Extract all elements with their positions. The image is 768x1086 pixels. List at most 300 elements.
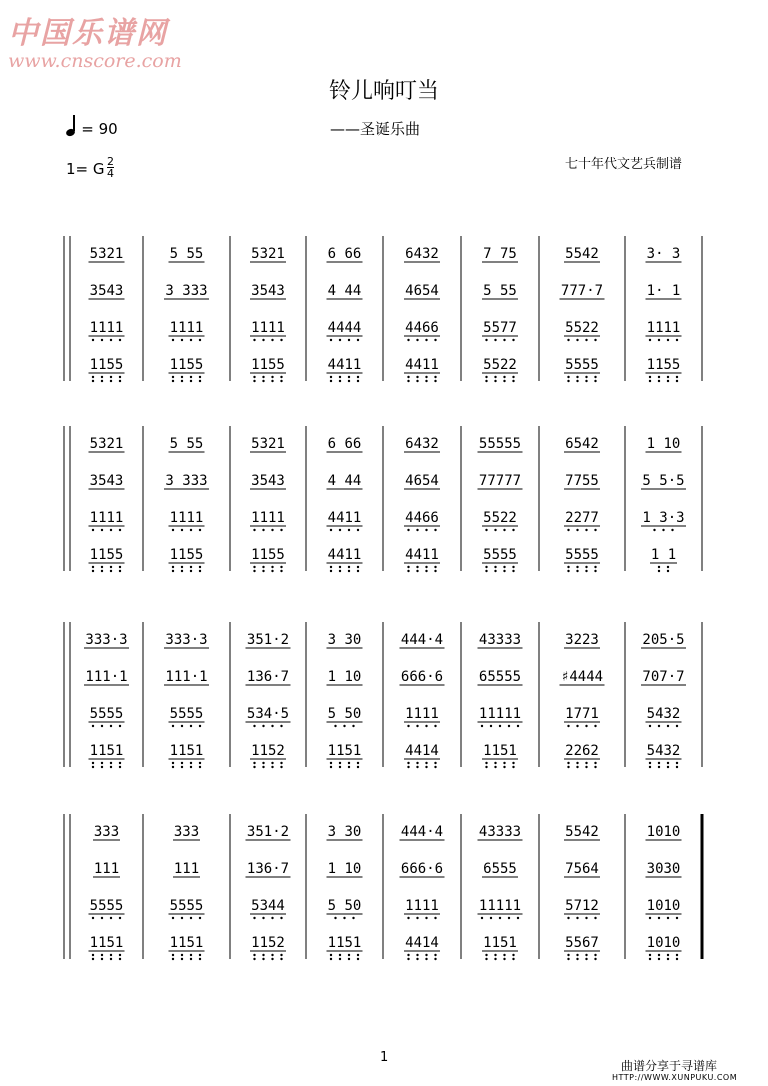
measure-notes: 3543 <box>251 473 285 489</box>
octave-dot <box>517 725 519 727</box>
octave-dot <box>594 376 596 378</box>
octave-dot <box>280 380 282 382</box>
measure-notes: 1 10 <box>327 861 362 877</box>
octave-dot <box>485 339 487 341</box>
measure-notes: 77777 <box>478 473 522 489</box>
octave-dot <box>416 529 418 531</box>
measure-notes: 1151 <box>89 935 124 951</box>
octave-dot <box>649 380 651 382</box>
octave-dot <box>181 958 183 960</box>
measure-notes: 5522 <box>483 510 517 526</box>
octave-dot <box>119 954 121 956</box>
octave-dot <box>434 529 436 531</box>
measure-notes: 3030 <box>646 861 681 877</box>
octave-dot <box>357 376 359 378</box>
octave-dot <box>503 339 505 341</box>
octave-dot <box>667 958 669 960</box>
octave-dot <box>434 725 436 727</box>
octave-dot <box>330 570 332 572</box>
octave-dot <box>348 766 350 768</box>
octave-dot <box>567 339 569 341</box>
octave-dot <box>671 529 673 531</box>
octave-dot <box>110 376 112 378</box>
octave-dot <box>253 725 255 727</box>
octave-dot <box>92 380 94 382</box>
octave-dot <box>343 917 345 919</box>
octave-dot <box>190 529 192 531</box>
octave-dot <box>92 766 94 768</box>
octave-dot <box>262 958 264 960</box>
octave-dot <box>585 570 587 572</box>
octave-dot <box>425 917 427 919</box>
octave-dot <box>334 725 336 727</box>
octave-dot <box>280 762 282 764</box>
octave-dot <box>494 766 496 768</box>
octave-dot <box>334 917 336 919</box>
footer-url: HTTP://WWW.XUNPUKU.COM <box>612 1073 738 1082</box>
octave-dot <box>425 766 427 768</box>
octave-dot <box>339 376 341 378</box>
octave-dot <box>407 339 409 341</box>
octave-dot <box>425 954 427 956</box>
octave-dot <box>348 339 350 341</box>
octave-dot <box>485 570 487 572</box>
octave-dot <box>416 954 418 956</box>
octave-dot <box>110 917 112 919</box>
octave-dot <box>425 762 427 764</box>
measure-notes: 333·3 <box>165 632 208 648</box>
octave-dot <box>576 766 578 768</box>
measure-notes: 1111 <box>169 320 204 336</box>
octave-dot <box>172 958 174 960</box>
octave-dot <box>425 566 427 568</box>
measure-notes: 4 44 <box>327 283 362 299</box>
octave-dot <box>190 725 192 727</box>
octave-dot <box>667 762 669 764</box>
octave-dot <box>481 917 483 919</box>
octave-dot <box>416 762 418 764</box>
measure-notes: 5432 <box>646 706 681 722</box>
octave-dot <box>667 954 669 956</box>
page-number: 1 <box>380 1050 389 1065</box>
octave-dot <box>172 917 174 919</box>
octave-dot <box>594 380 596 382</box>
measure-notes: 1 10 <box>646 436 681 452</box>
score-title: 铃儿响叮当 <box>328 79 439 104</box>
measure-notes: 1111 <box>89 320 124 336</box>
measure-notes: 43333 <box>478 632 522 648</box>
octave-dot <box>190 954 192 956</box>
octave-dot <box>190 917 192 919</box>
octave-dot <box>339 954 341 956</box>
octave-dot <box>407 529 409 531</box>
octave-dot <box>357 339 359 341</box>
octave-dot <box>181 566 183 568</box>
octave-dot <box>357 766 359 768</box>
octave-dot <box>181 725 183 727</box>
measure-notes: 5321 <box>89 246 124 262</box>
octave-dot <box>594 529 596 531</box>
octave-dot <box>101 566 103 568</box>
measure-notes: 1 10 <box>327 669 362 685</box>
octave-dot <box>181 917 183 919</box>
octave-dot <box>676 725 678 727</box>
measure-notes: 6542 <box>565 436 599 452</box>
octave-dot <box>253 380 255 382</box>
octave-dot <box>653 529 655 531</box>
octave-dot <box>101 339 103 341</box>
octave-dot <box>434 766 436 768</box>
octave-dot <box>434 762 436 764</box>
measure-notes: 55555 <box>478 436 522 452</box>
measure-notes: 5 5·5 <box>642 473 685 489</box>
measure-notes: 111 <box>93 861 120 877</box>
measure-notes: 4 44 <box>327 473 362 489</box>
octave-dot <box>172 954 174 956</box>
octave-dot <box>253 954 255 956</box>
octave-dot <box>490 917 492 919</box>
measure-notes: 3 30 <box>327 824 362 840</box>
octave-dot <box>649 766 651 768</box>
octave-dot <box>658 725 660 727</box>
octave-dot <box>512 380 514 382</box>
octave-dot <box>676 376 678 378</box>
octave-dot <box>101 380 103 382</box>
measure-notes: 3 30 <box>327 632 362 648</box>
octave-dot <box>658 762 660 764</box>
octave-dot <box>357 570 359 572</box>
octave-dot <box>92 958 94 960</box>
key-signature: 1= G <box>66 160 105 178</box>
measure-notes: 3543 <box>89 283 124 299</box>
measure-notes: 534·5 <box>246 706 290 722</box>
octave-dot <box>494 339 496 341</box>
score-system <box>64 236 702 382</box>
octave-dot <box>499 917 501 919</box>
octave-dot <box>352 917 354 919</box>
measure-notes: 5344 <box>251 898 285 914</box>
octave-dot <box>658 917 660 919</box>
octave-dot <box>585 954 587 956</box>
octave-dot <box>567 917 569 919</box>
measure-notes: 5321 <box>251 246 285 262</box>
measure-notes: 2262 <box>565 743 599 759</box>
measure-notes: 1111 <box>169 510 204 526</box>
octave-dot <box>494 566 496 568</box>
octave-dot <box>271 570 273 572</box>
octave-dot <box>667 380 669 382</box>
measure-notes: 1 1 <box>650 547 677 563</box>
octave-dot <box>339 570 341 572</box>
octave-dot <box>92 339 94 341</box>
measure-notes: 1151 <box>169 935 204 951</box>
octave-dot <box>262 380 264 382</box>
octave-dot <box>416 917 418 919</box>
octave-dot <box>357 529 359 531</box>
octave-dot <box>253 570 255 572</box>
measure-notes: 5 50 <box>327 706 362 722</box>
octave-dot <box>352 725 354 727</box>
measure-notes: 5555 <box>565 547 599 563</box>
octave-dot <box>348 380 350 382</box>
measure-notes: 5 55 <box>169 436 204 452</box>
measure-notes: 4414 <box>405 743 439 759</box>
octave-dot <box>416 570 418 572</box>
octave-dot <box>190 376 192 378</box>
measure-notes: 1111 <box>405 706 439 722</box>
measure-notes: 5577 <box>483 320 517 336</box>
time-signature-top: 2 <box>107 155 114 168</box>
octave-dot <box>499 725 501 727</box>
measure-notes: ♯4444 <box>560 669 604 685</box>
octave-dot <box>357 762 359 764</box>
octave-dot <box>330 380 332 382</box>
octave-dot <box>330 339 332 341</box>
octave-dot <box>199 766 201 768</box>
octave-dot <box>101 954 103 956</box>
octave-dot <box>485 566 487 568</box>
octave-dot <box>407 380 409 382</box>
octave-dot <box>110 954 112 956</box>
octave-dot <box>658 954 660 956</box>
octave-dot <box>101 917 103 919</box>
octave-dot <box>181 762 183 764</box>
octave-dot <box>348 958 350 960</box>
octave-dot <box>407 570 409 572</box>
octave-dot <box>253 958 255 960</box>
octave-dot <box>181 376 183 378</box>
octave-dot <box>567 762 569 764</box>
octave-dot <box>271 529 273 531</box>
octave-dot <box>425 570 427 572</box>
measure-notes: 3543 <box>251 283 285 299</box>
octave-dot <box>357 958 359 960</box>
octave-dot <box>407 566 409 568</box>
measure-notes: 444·4 <box>400 824 444 840</box>
measure-notes: 136·7 <box>246 861 290 877</box>
octave-dot <box>416 380 418 382</box>
octave-dot <box>348 570 350 572</box>
octave-dot <box>110 725 112 727</box>
octave-dot <box>101 958 103 960</box>
octave-dot <box>585 376 587 378</box>
measure-notes: 111·1 <box>85 669 128 685</box>
octave-dot <box>92 529 94 531</box>
octave-dot <box>425 339 427 341</box>
octave-dot <box>503 762 505 764</box>
octave-dot <box>110 566 112 568</box>
octave-dot <box>348 762 350 764</box>
octave-dot <box>567 570 569 572</box>
octave-dot <box>416 339 418 341</box>
octave-dot <box>649 339 651 341</box>
measure-notes: 5555 <box>169 706 204 722</box>
octave-dot <box>181 529 183 531</box>
measure-notes: 1 3·3 <box>642 510 685 526</box>
octave-dot <box>271 566 273 568</box>
octave-dot <box>110 958 112 960</box>
measure-notes: 777·7 <box>560 283 604 299</box>
octave-dot <box>190 766 192 768</box>
octave-dot <box>101 766 103 768</box>
octave-dot <box>172 762 174 764</box>
measure-notes: 1155 <box>251 547 285 563</box>
octave-dot <box>357 954 359 956</box>
octave-dot <box>576 339 578 341</box>
octave-dot <box>110 339 112 341</box>
measure-notes: 333 <box>173 824 200 840</box>
octave-dot <box>425 529 427 531</box>
measure-notes: 65555 <box>478 669 522 685</box>
octave-dot <box>494 376 496 378</box>
octave-dot <box>485 762 487 764</box>
octave-dot <box>508 917 510 919</box>
octave-dot <box>585 380 587 382</box>
measure-notes: 3 333 <box>165 473 208 489</box>
measure-notes: 333 <box>93 824 120 840</box>
measure-notes: 1151 <box>89 743 124 759</box>
measure-notes: 1151 <box>483 935 517 951</box>
octave-dot <box>357 566 359 568</box>
octave-dot <box>594 917 596 919</box>
octave-dot <box>253 762 255 764</box>
score-system <box>64 622 702 768</box>
octave-dot <box>253 376 255 378</box>
octave-dot <box>585 917 587 919</box>
octave-dot <box>172 570 174 572</box>
octave-dot <box>262 725 264 727</box>
measure-notes: 4654 <box>405 283 439 299</box>
measure-notes: 5 55 <box>169 246 204 262</box>
octave-dot <box>485 529 487 531</box>
octave-dot <box>576 725 578 727</box>
octave-dot <box>110 570 112 572</box>
octave-dot <box>503 954 505 956</box>
octave-dot <box>508 725 510 727</box>
octave-dot <box>517 917 519 919</box>
octave-dot <box>172 766 174 768</box>
tempo-value: = 90 <box>81 120 118 138</box>
octave-dot <box>199 566 201 568</box>
octave-dot <box>407 725 409 727</box>
measure-notes: 1152 <box>251 743 285 759</box>
octave-dot <box>280 376 282 378</box>
octave-dot <box>199 762 201 764</box>
measure-notes: 5567 <box>565 935 599 951</box>
octave-dot <box>172 529 174 531</box>
octave-dot <box>119 376 121 378</box>
octave-dot <box>594 570 596 572</box>
measure-notes: 666·6 <box>400 669 444 685</box>
octave-dot <box>594 958 596 960</box>
octave-dot <box>594 725 596 727</box>
measure-notes: 1111 <box>89 510 124 526</box>
octave-dot <box>567 958 569 960</box>
measure-notes: 111·1 <box>165 669 208 685</box>
octave-dot <box>512 958 514 960</box>
octave-dot <box>92 917 94 919</box>
octave-dot <box>676 958 678 960</box>
octave-dot <box>339 380 341 382</box>
octave-dot <box>512 766 514 768</box>
octave-dot <box>253 566 255 568</box>
watermark-logo: 中国乐谱网 <box>8 16 168 51</box>
octave-dot <box>339 762 341 764</box>
octave-dot <box>503 570 505 572</box>
octave-dot <box>280 917 282 919</box>
octave-dot <box>567 725 569 727</box>
octave-dot <box>494 762 496 764</box>
octave-dot <box>649 958 651 960</box>
octave-dot <box>425 958 427 960</box>
measure-notes: 7 75 <box>483 246 517 262</box>
octave-dot <box>512 762 514 764</box>
octave-dot <box>512 954 514 956</box>
octave-dot <box>172 725 174 727</box>
octave-dot <box>181 766 183 768</box>
measure-notes: 11111 <box>478 706 522 722</box>
octave-dot <box>485 954 487 956</box>
octave-dot <box>199 339 201 341</box>
octave-dot <box>658 376 660 378</box>
measure-notes: 11111 <box>478 898 522 914</box>
octave-dot <box>330 954 332 956</box>
measure-notes: 1010 <box>646 935 681 951</box>
octave-dot <box>339 958 341 960</box>
measure-notes: 1151 <box>483 743 517 759</box>
octave-dot <box>667 376 669 378</box>
octave-dot <box>190 958 192 960</box>
octave-dot <box>649 954 651 956</box>
octave-dot <box>110 380 112 382</box>
octave-dot <box>658 339 660 341</box>
octave-dot <box>649 762 651 764</box>
measure-notes: 1155 <box>646 357 681 373</box>
measure-notes: 1151 <box>327 743 362 759</box>
measure-notes: 5555 <box>89 898 124 914</box>
octave-dot <box>485 380 487 382</box>
measure-notes: 1155 <box>251 357 285 373</box>
octave-dot <box>512 566 514 568</box>
measure-notes: 4411 <box>327 547 362 563</box>
octave-dot <box>407 762 409 764</box>
octave-dot <box>92 762 94 764</box>
octave-dot <box>339 529 341 531</box>
measure-notes: 136·7 <box>246 669 290 685</box>
octave-dot <box>280 570 282 572</box>
measure-notes: 4444 <box>327 320 362 336</box>
score-subtitle: ——圣诞乐曲 <box>330 120 421 138</box>
octave-dot <box>585 566 587 568</box>
measure-notes: 4654 <box>405 473 439 489</box>
octave-dot <box>262 766 264 768</box>
octave-dot <box>190 762 192 764</box>
octave-dot <box>594 766 596 768</box>
octave-dot <box>262 762 264 764</box>
octave-dot <box>576 917 578 919</box>
octave-dot <box>101 529 103 531</box>
octave-dot <box>119 529 121 531</box>
octave-dot <box>271 376 273 378</box>
measure-notes: 4411 <box>405 547 439 563</box>
octave-dot <box>658 958 660 960</box>
measure-notes: 3· 3 <box>646 246 681 262</box>
measure-notes: 5555 <box>169 898 204 914</box>
octave-dot <box>190 566 192 568</box>
octave-dot <box>434 376 436 378</box>
measure-notes: 5712 <box>565 898 599 914</box>
measure-notes: 6432 <box>405 436 439 452</box>
